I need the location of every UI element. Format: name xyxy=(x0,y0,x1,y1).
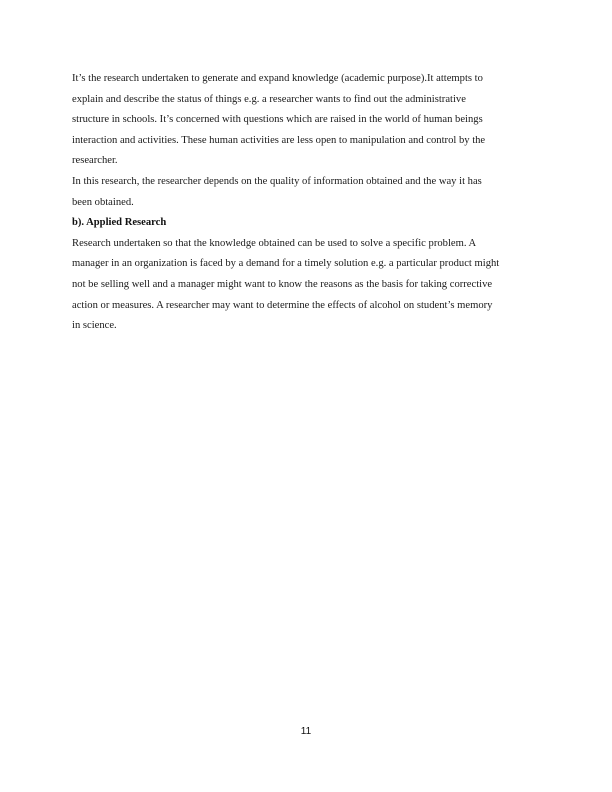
text-line: in science. xyxy=(72,320,117,332)
text-line: explain and describe the status of things e.g. a researcher wants to find out the administrative xyxy=(72,93,466,105)
text-line: structure in schools. It’s concerned with questions which are raised in the world of human beings xyxy=(72,114,483,126)
text-line: been obtained. xyxy=(72,196,134,208)
text-line: researcher. xyxy=(72,155,118,167)
paragraph-information-quality xyxy=(72,172,542,213)
paragraph-basic-research xyxy=(72,69,542,172)
paragraph-applied-research xyxy=(72,234,542,337)
page-content xyxy=(72,69,542,337)
text-line: It’s the research undertaken to generate and expand knowledge (academic purpose).It attempts to xyxy=(72,73,483,84)
text-line: manager in an organization is faced by a demand for a timely solution e.g. a particular product might xyxy=(72,258,500,270)
text-line: In this research, the researcher depends on the quality of information obtained and the way it has xyxy=(72,175,482,187)
text-line: not be selling well and a manager might want to know the reasons as the basis for taking corrective xyxy=(72,278,493,290)
text-line: Research undertaken so that the knowledge obtained can be used to solve a specific problem. A xyxy=(72,237,477,249)
text-line: interaction and activities. These human activities are less open to manipulation and control by the xyxy=(72,134,486,146)
text-line: action or measures. A researcher may want to determine the effects of alcohol on student’s memory xyxy=(72,299,493,311)
section-heading-applied-research: b). Applied Research xyxy=(72,217,167,229)
page-number: 11 xyxy=(300,726,312,737)
